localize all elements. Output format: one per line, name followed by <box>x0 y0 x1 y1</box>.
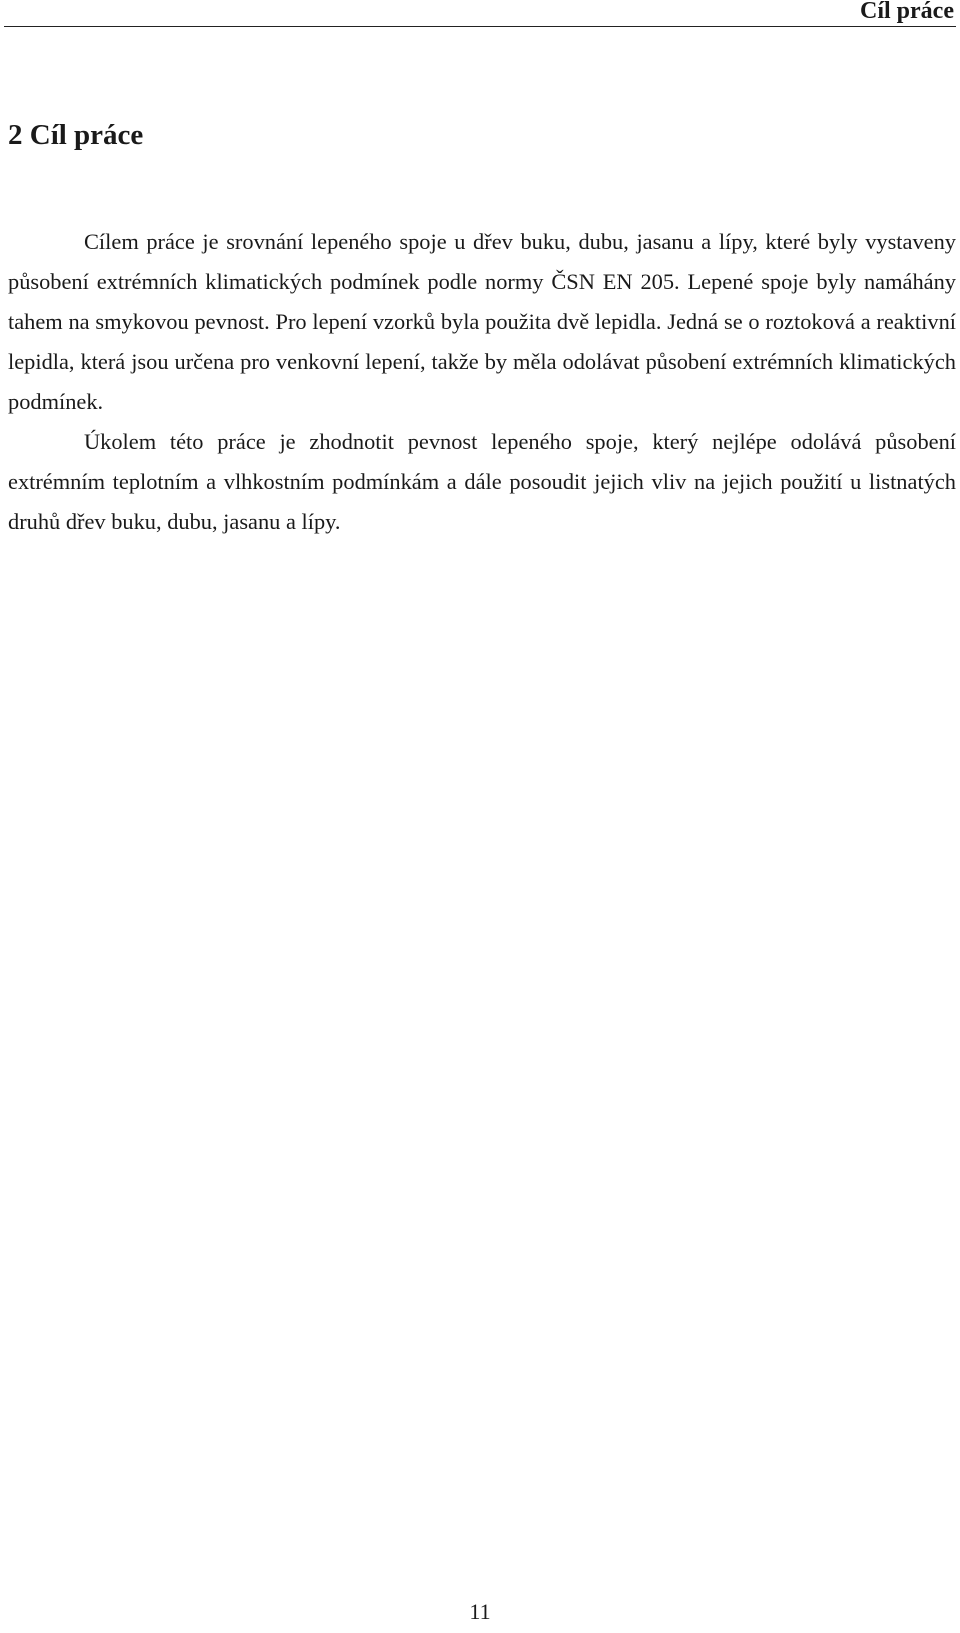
chapter-heading: 2 Cíl práce <box>8 119 144 151</box>
paragraph-task: Úkolem této práce je zhodnotit pevnost lepeného spoje, který nejlépe odolává působení extrémním teplotním a vlhkostním podmínkám a dále posoudit jejich vliv na jejich použití u listnatých druhů dřev buku, dubu, jasanu a lípy. <box>8 429 956 534</box>
body-text <box>8 222 956 542</box>
page-number: 11 <box>469 1599 491 1624</box>
running-header <box>4 0 956 27</box>
running-header-title: Cíl práce <box>860 0 954 24</box>
paragraph-goal: Cílem práce je srovnání lepeného spoje u dřev buku, dubu, jasanu a lípy, které byly vystaveny působení extrémních klimatických podmínek podle normy ČSN EN 205. Lepené spoje byly namáhány tahem na smykovou pevnost. Pro lepení vzorků byla použita dvě lepidla. Jedná se o roztoková a reaktivní lepidla, která jsou určena pro venkovní lepení, takže by měla odolávat působení extrémních klimatických podmínek. <box>8 229 956 414</box>
